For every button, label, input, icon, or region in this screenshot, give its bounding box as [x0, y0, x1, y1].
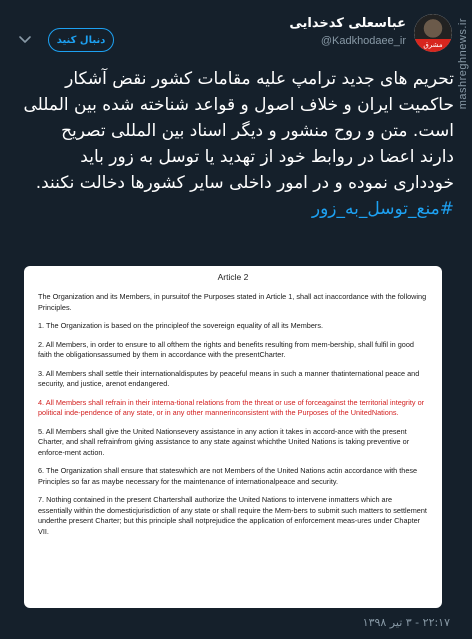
user-block[interactable]	[289, 16, 406, 47]
tweet-timestamp[interactable]: ۲۲:۱۷ - ۳ تیر ۱۳۹۸	[362, 616, 450, 629]
watermark: mashreghnews.ir	[457, 18, 469, 110]
tweet-text: تحریم های جدید ترامپ علیه مقامات کشور نقض آشکار حاکمیت ایران و خلاف اصول و قواعد شناخته شده بین المللی است. متن و روح منشور و دیگر اسناد بین المللی تصریح دارند اعضا در روابط خود از تهدید یا توسل به زور باید خودداری نموده و در امور داخلی سایر کشورها دخالت نکنند.	[23, 69, 454, 193]
doc-paragraph: 4. All Members shall refrain in their interna-tional relations from the threat or use of forceagainst the territorial integrity or political inde-pendence of any state, or in any other mannerinconsistent with the Purposes of the UnitedNations.	[38, 397, 425, 417]
hashtag-link[interactable]: #منع_توسل_به_زور	[311, 199, 454, 219]
doc-paragraph: 1. The Organization is based on the principleof the sovereign equality of all its Members.	[38, 321, 324, 330]
doc-title: Article 2	[217, 272, 249, 282]
display-name[interactable]: عباسعلی کدخدایی	[289, 16, 406, 31]
doc-paragraph: 7. Nothing contained in the present Chartershall authorize the United Nations to intervene inmatters which are essentially within the domesticjurisdiction of any state or shall require the Mem-bers to submit such matters to settlement underthe present Charter; but this principle shall notprejudice the application of enforcement meas-ures under Chapter VII.	[38, 495, 427, 536]
avatar-image	[414, 14, 452, 52]
avatar-badge: مشرق	[414, 39, 452, 52]
doc-intro: The Organization and its Members, in pursuitof the Purposes stated in Article 1, shall act inaccordance with the following Principles.	[38, 292, 427, 312]
doc-paragraph: 2. All Members, in order to ensure to all ofthem the rights and benefits resulting from mem-bership, shall fulfil in good faith the obligationsassumed by them in accordance with the presentCharter.	[38, 339, 414, 359]
doc-paragraph: 3. All Members shall settle their internationaldisputes by peaceful means in such a manner thatinternational peace and security, and justice, arenot endangered.	[38, 368, 420, 388]
doc-paragraph: 6. The Organization shall ensure that stateswhich are not Members of the United Nations actin accordance with these Principles so far as maybe necessary for the maintenance of internationalpeace and security.	[38, 466, 418, 486]
tweet-body	[22, 66, 454, 222]
attached-image[interactable]	[24, 266, 442, 608]
tweet-header	[0, 0, 472, 62]
doc-paragraphs	[38, 321, 428, 537]
user-handle[interactable]: @Kadkhodaee_ir	[320, 35, 406, 47]
follow-button[interactable]: دنبال کنید	[48, 28, 114, 52]
chevron-down-icon[interactable]	[18, 32, 32, 46]
doc-paragraph: 5. All Members shall give the United Nationsevery assistance in any action it takes in accord-ance with the present Charter, and shall refrainfrom giving assistance to any state against whichthe United Nations is taking preventive or enforce-ment action.	[38, 426, 410, 457]
avatar[interactable]	[414, 14, 452, 52]
